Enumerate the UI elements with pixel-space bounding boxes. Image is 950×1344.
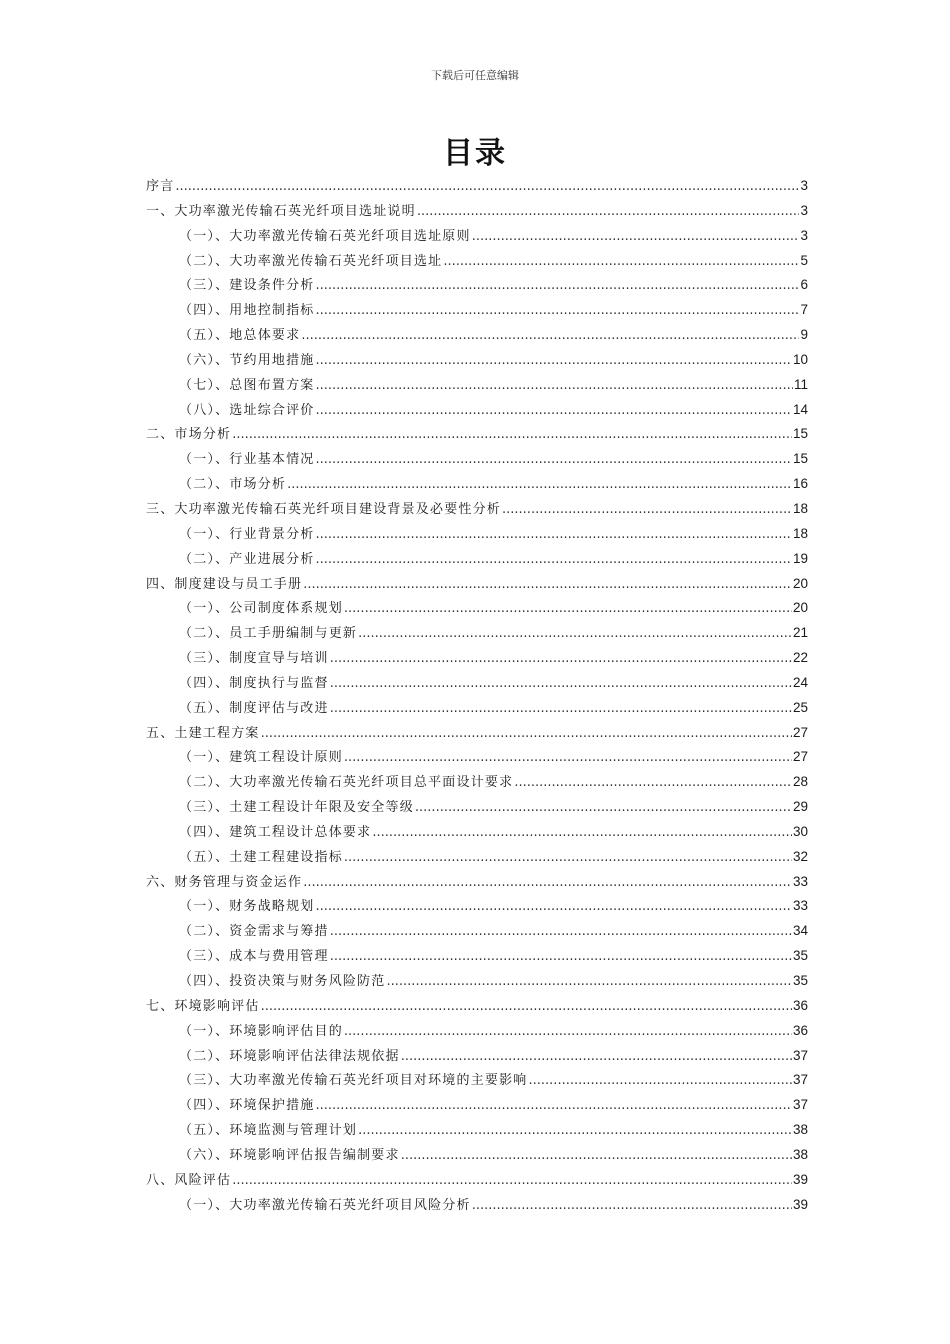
toc-dot-leader bbox=[316, 548, 792, 573]
toc-subentry[interactable] bbox=[146, 919, 808, 944]
toc-entry-label: 六、财务管理与资金运作 bbox=[146, 874, 303, 890]
toc-entry-label: （一）、行业基本情况 bbox=[179, 452, 315, 468]
toc-entry-page-number: 16 bbox=[792, 476, 808, 492]
toc-entry-page-number: 38 bbox=[792, 1122, 808, 1138]
toc-subentry[interactable] bbox=[146, 596, 808, 621]
toc-subentry[interactable] bbox=[146, 795, 808, 820]
toc-entry-page-number: 15 bbox=[792, 426, 808, 442]
toc-dot-leader bbox=[502, 498, 792, 523]
toc-entry-page-number: 15 bbox=[792, 451, 808, 467]
toc-entry-label: 序言 bbox=[146, 179, 175, 194]
toc-entry-page-number: 29 bbox=[792, 799, 808, 815]
toc-subentry[interactable] bbox=[146, 1068, 808, 1093]
toc-entry[interactable] bbox=[146, 870, 808, 895]
toc-entry-label: （二）、资金需求与筹措 bbox=[179, 924, 329, 940]
toc-subentry[interactable] bbox=[146, 348, 808, 373]
toc-dot-leader bbox=[344, 746, 792, 771]
toc-dot-leader bbox=[330, 697, 792, 722]
toc-entry-page-number: 14 bbox=[792, 401, 808, 417]
toc-subentry[interactable] bbox=[146, 671, 808, 696]
toc-subentry[interactable] bbox=[146, 522, 808, 547]
toc-entry-page-number: 34 bbox=[792, 923, 808, 939]
toc-entry-page-number: 35 bbox=[792, 948, 808, 964]
toc-dot-leader bbox=[232, 1169, 792, 1194]
toc-entry-label: （八）、选址综合评价 bbox=[179, 402, 315, 418]
toc-dot-leader bbox=[529, 1069, 792, 1094]
table-of-contents bbox=[146, 174, 808, 1217]
toc-entry-label: （二）、市场分析 bbox=[179, 477, 287, 493]
toc-entry-page-number: 32 bbox=[792, 848, 808, 864]
toc-entry-page-number: 10 bbox=[792, 351, 808, 367]
toc-dot-leader bbox=[316, 523, 792, 548]
toc-entry-page-number: 25 bbox=[792, 699, 808, 715]
toc-entry-label: （一）、行业背景分析 bbox=[179, 526, 315, 542]
toc-dot-leader bbox=[232, 423, 792, 448]
toc-entry-page-number: 21 bbox=[792, 625, 808, 641]
toc-entry-page-number: 36 bbox=[792, 997, 808, 1013]
toc-subentry[interactable] bbox=[146, 547, 808, 572]
toc-entry-page-number: 22 bbox=[792, 650, 808, 666]
toc-subentry[interactable] bbox=[146, 224, 808, 249]
toc-subentry[interactable] bbox=[146, 249, 808, 274]
toc-entry-label: （三）、成本与费用管理 bbox=[179, 949, 329, 965]
toc-subentry[interactable] bbox=[146, 472, 808, 497]
toc-entry-label: （四）、建筑工程设计总体要求 bbox=[179, 824, 372, 840]
toc-entry-page-number: 18 bbox=[792, 525, 808, 541]
toc-dot-leader bbox=[316, 448, 792, 473]
toc-entry-page-number: 37 bbox=[792, 1072, 808, 1088]
toc-entry-label: 一、大功率激光传输石英光纤项目选址说明 bbox=[146, 203, 416, 219]
toc-subentry[interactable] bbox=[146, 646, 808, 671]
toc-entry-page-number: 3 bbox=[800, 178, 808, 193]
toc-entry[interactable] bbox=[146, 994, 808, 1019]
toc-dot-leader bbox=[358, 622, 792, 647]
toc-dot-leader bbox=[316, 349, 792, 374]
toc-dot-leader bbox=[417, 200, 800, 225]
toc-dot-leader bbox=[387, 970, 792, 995]
toc-entry-label: （四）、制度执行与监督 bbox=[179, 675, 329, 691]
toc-dot-leader bbox=[443, 250, 799, 275]
toc-dot-leader bbox=[330, 672, 792, 697]
toc-dot-leader bbox=[316, 374, 793, 399]
toc-subentry[interactable] bbox=[146, 398, 808, 423]
toc-subentry[interactable] bbox=[146, 621, 808, 646]
toc-dot-leader bbox=[316, 895, 792, 920]
toc-entry-page-number: 39 bbox=[792, 1196, 808, 1212]
toc-entry-page-number: 33 bbox=[792, 898, 808, 914]
toc-entry-page-number: 11 bbox=[793, 376, 808, 392]
toc-entry-page-number: 38 bbox=[792, 1146, 808, 1162]
toc-entry-label: （三）、建设条件分析 bbox=[179, 278, 315, 294]
toc-entry[interactable] bbox=[146, 1168, 808, 1193]
toc-dot-leader bbox=[514, 771, 792, 796]
toc-entry-label: （二）、员工手册编制与更新 bbox=[179, 626, 358, 642]
toc-subentry[interactable] bbox=[146, 969, 808, 994]
toc-entry-label: （三）、土建工程设计年限及安全等级 bbox=[179, 800, 414, 816]
toc-entry-label: （二）、大功率激光传输石英光纤项目选址 bbox=[179, 253, 443, 269]
page-title: 目录 bbox=[443, 136, 507, 171]
toc-entry-page-number: 39 bbox=[792, 1171, 808, 1187]
toc-subentry[interactable] bbox=[146, 1118, 808, 1143]
toc-entry-page-number: 27 bbox=[792, 724, 808, 740]
toc-entry-label: 七、环境影响评估 bbox=[146, 998, 260, 1014]
toc-dot-leader bbox=[316, 1094, 792, 1119]
toc-entry-label: （一）、大功率激光传输石英光纤项目风险分析 bbox=[179, 1197, 471, 1213]
toc-entry-label: （四）、用地控制指标 bbox=[179, 303, 315, 319]
toc-entry-page-number: 18 bbox=[792, 500, 808, 516]
toc-dot-leader bbox=[401, 1144, 792, 1169]
toc-entry-label: （五）、制度评估与改进 bbox=[179, 700, 329, 716]
toc-dot-leader bbox=[401, 1045, 792, 1070]
toc-entry[interactable] bbox=[146, 497, 808, 522]
toc-dot-leader bbox=[316, 399, 792, 424]
toc-entry-page-number: 19 bbox=[792, 550, 808, 566]
toc-subentry[interactable] bbox=[146, 820, 808, 845]
toc-entry-label: （五）、地总体要求 bbox=[179, 328, 301, 344]
toc-entry-page-number: 6 bbox=[800, 277, 808, 293]
toc-entry-page-number: 20 bbox=[792, 600, 808, 616]
toc-entry-page-number: 3 bbox=[800, 227, 808, 243]
toc-entry-page-number: 37 bbox=[792, 1097, 808, 1113]
toc-entry-label: （四）、投资决策与财务风险防范 bbox=[179, 974, 386, 989]
toc-entry-label: （二）、环境影响评估法律法规依据 bbox=[179, 1048, 400, 1064]
toc-dot-leader bbox=[344, 846, 792, 871]
toc-entry-label: （二）、大功率激光传输石英光纤项目总平面设计要求 bbox=[179, 775, 514, 791]
toc-entry-page-number: 36 bbox=[792, 1022, 808, 1038]
toc-subentry[interactable] bbox=[146, 273, 808, 298]
toc-entry-label: （一）、公司制度体系规划 bbox=[179, 601, 343, 617]
toc-entry[interactable] bbox=[146, 199, 808, 224]
toc-dot-leader bbox=[303, 871, 792, 896]
toc-entry-label: （七）、总图布置方案 bbox=[179, 377, 315, 393]
toc-entry[interactable] bbox=[146, 174, 808, 199]
toc-subentry[interactable] bbox=[146, 447, 808, 472]
toc-entry-label: 三、大功率激光传输石英光纤项目建设背景及必要性分析 bbox=[146, 501, 502, 517]
toc-entry[interactable] bbox=[146, 422, 808, 447]
toc-entry-page-number: 5 bbox=[800, 252, 808, 268]
toc-dot-leader bbox=[372, 821, 792, 846]
toc-entry-page-number: 30 bbox=[792, 823, 808, 839]
toc-entry-label: 五、土建工程方案 bbox=[146, 725, 260, 741]
toc-entry[interactable] bbox=[146, 572, 808, 597]
toc-dot-leader bbox=[330, 920, 792, 945]
toc-entry-page-number: 37 bbox=[792, 1047, 808, 1063]
toc-dot-leader bbox=[344, 1020, 792, 1045]
toc-subentry[interactable] bbox=[146, 373, 808, 398]
toc-dot-leader bbox=[316, 299, 800, 324]
toc-entry-page-number: 35 bbox=[792, 973, 808, 988]
toc-subentry[interactable] bbox=[146, 298, 808, 323]
toc-entry[interactable] bbox=[146, 721, 808, 746]
toc-subentry[interactable] bbox=[146, 696, 808, 721]
toc-entry-label: （一）、环境影响评估目的 bbox=[179, 1023, 343, 1039]
toc-entry-label: （一）、建筑工程设计原则 bbox=[179, 750, 343, 766]
toc-subentry[interactable] bbox=[146, 1143, 808, 1168]
toc-subentry[interactable] bbox=[146, 845, 808, 870]
toc-entry-page-number: 33 bbox=[792, 873, 808, 889]
toc-entry-label: （六）、环境影响评估报告编制要求 bbox=[179, 1147, 400, 1163]
toc-subentry[interactable] bbox=[146, 1193, 808, 1218]
toc-dot-leader bbox=[415, 796, 792, 821]
toc-subentry[interactable] bbox=[146, 944, 808, 969]
toc-entry-page-number: 28 bbox=[792, 774, 808, 790]
toc-entry-page-number: 27 bbox=[792, 749, 808, 765]
toc-subentry[interactable] bbox=[146, 1044, 808, 1069]
toc-dot-leader bbox=[344, 597, 792, 622]
header-note: 下载后可任意编辑 bbox=[431, 69, 519, 82]
toc-dot-leader bbox=[472, 225, 800, 250]
toc-entry-label: （四）、环境保护措施 bbox=[179, 1098, 315, 1114]
toc-entry-page-number: 24 bbox=[792, 674, 808, 690]
toc-entry-label: （二）、产业进展分析 bbox=[179, 551, 315, 567]
toc-entry-label: （三）、制度宣导与培训 bbox=[179, 651, 329, 667]
toc-dot-leader bbox=[287, 473, 792, 498]
toc-dot-leader bbox=[301, 324, 799, 349]
toc-subentry[interactable] bbox=[146, 1093, 808, 1118]
toc-entry-label: （三）、大功率激光传输石英光纤项目对环境的主要影响 bbox=[179, 1073, 528, 1089]
toc-entry-label: 八、风险评估 bbox=[146, 1172, 232, 1188]
toc-entry-label: （五）、土建工程建设指标 bbox=[179, 849, 343, 865]
toc-dot-leader bbox=[330, 647, 792, 672]
toc-dot-leader bbox=[316, 274, 800, 299]
toc-entry-page-number: 3 bbox=[800, 202, 808, 218]
toc-entry-page-number: 7 bbox=[800, 302, 808, 318]
toc-dot-leader bbox=[303, 573, 792, 598]
toc-entry-label: （一）、财务战略规划 bbox=[179, 899, 315, 915]
toc-subentry[interactable] bbox=[146, 745, 808, 770]
toc-subentry[interactable] bbox=[146, 770, 808, 795]
toc-entry-label: 二、市场分析 bbox=[146, 427, 232, 443]
toc-dot-leader bbox=[330, 945, 792, 970]
toc-entry-label: （六）、节约用地措施 bbox=[179, 352, 315, 368]
toc-subentry[interactable] bbox=[146, 323, 808, 348]
toc-entry-label: （五）、环境监测与管理计划 bbox=[179, 1123, 358, 1139]
toc-dot-leader bbox=[358, 1119, 792, 1144]
toc-dot-leader bbox=[472, 1194, 792, 1219]
toc-dot-leader bbox=[175, 175, 799, 200]
toc-entry-label: （一）、大功率激光传输石英光纤项目选址原则 bbox=[179, 228, 471, 244]
toc-dot-leader bbox=[261, 995, 792, 1020]
toc-entry-page-number: 20 bbox=[792, 575, 808, 591]
toc-entry-label: 四、制度建设与员工手册 bbox=[146, 576, 303, 592]
toc-dot-leader bbox=[261, 722, 792, 747]
toc-subentry[interactable] bbox=[146, 1019, 808, 1044]
toc-entry-page-number: 9 bbox=[800, 327, 808, 343]
toc-subentry[interactable] bbox=[146, 894, 808, 919]
